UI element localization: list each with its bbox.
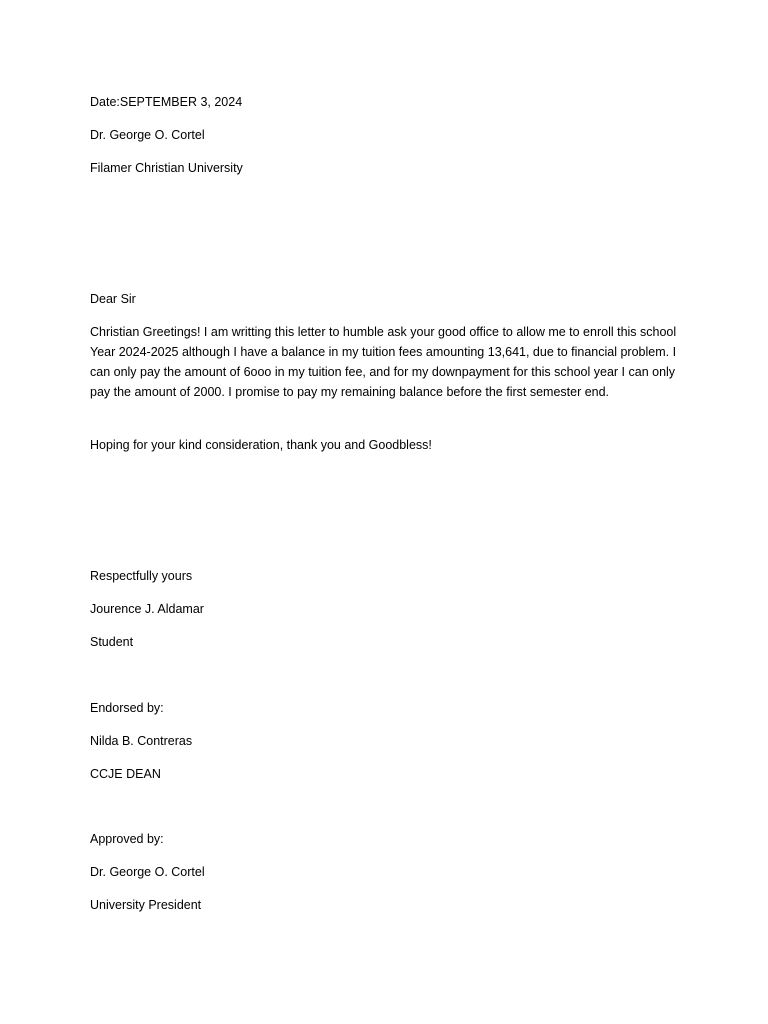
approved-by-label: Approved by: [90, 832, 164, 846]
endorsed-by-label: Endorsed by: [90, 701, 164, 715]
endorser-role: CCJE DEAN [90, 767, 161, 781]
recipient-organization: Filamer Christian University [90, 161, 243, 175]
endorser-name: Nilda B. Contreras [90, 734, 193, 748]
sender-name: Jourence J. Aldamar [90, 602, 204, 616]
closing-paragraph: Hoping for your kind consideration, thank you and Goodbless! [90, 438, 432, 452]
salutation: Dear Sir [90, 292, 136, 306]
approver-name: Dr. George O. Cortel [90, 865, 205, 879]
sign-off: Respectfully yours [90, 569, 193, 583]
body-paragraph: Christian Greetings! I am writting this letter to humble ask your good office to allow me to enroll this school Year 2024-2025 although I have a balance in my tuition fees amounting 13,641, due to financial problem. I can only pay the amount of 6ooo in my tuition fee, and for my downpayment for this school year I can only pay the amount of 2000. I promise to pay my remaining balance before the first semester end. [90, 325, 677, 399]
letter-date: Date:SEPTEMBER 3, 2024 [90, 95, 243, 109]
recipient-name: Dr. George O. Cortel [90, 128, 205, 142]
sender-role: Student [90, 635, 134, 649]
approver-role: University President [90, 898, 202, 912]
